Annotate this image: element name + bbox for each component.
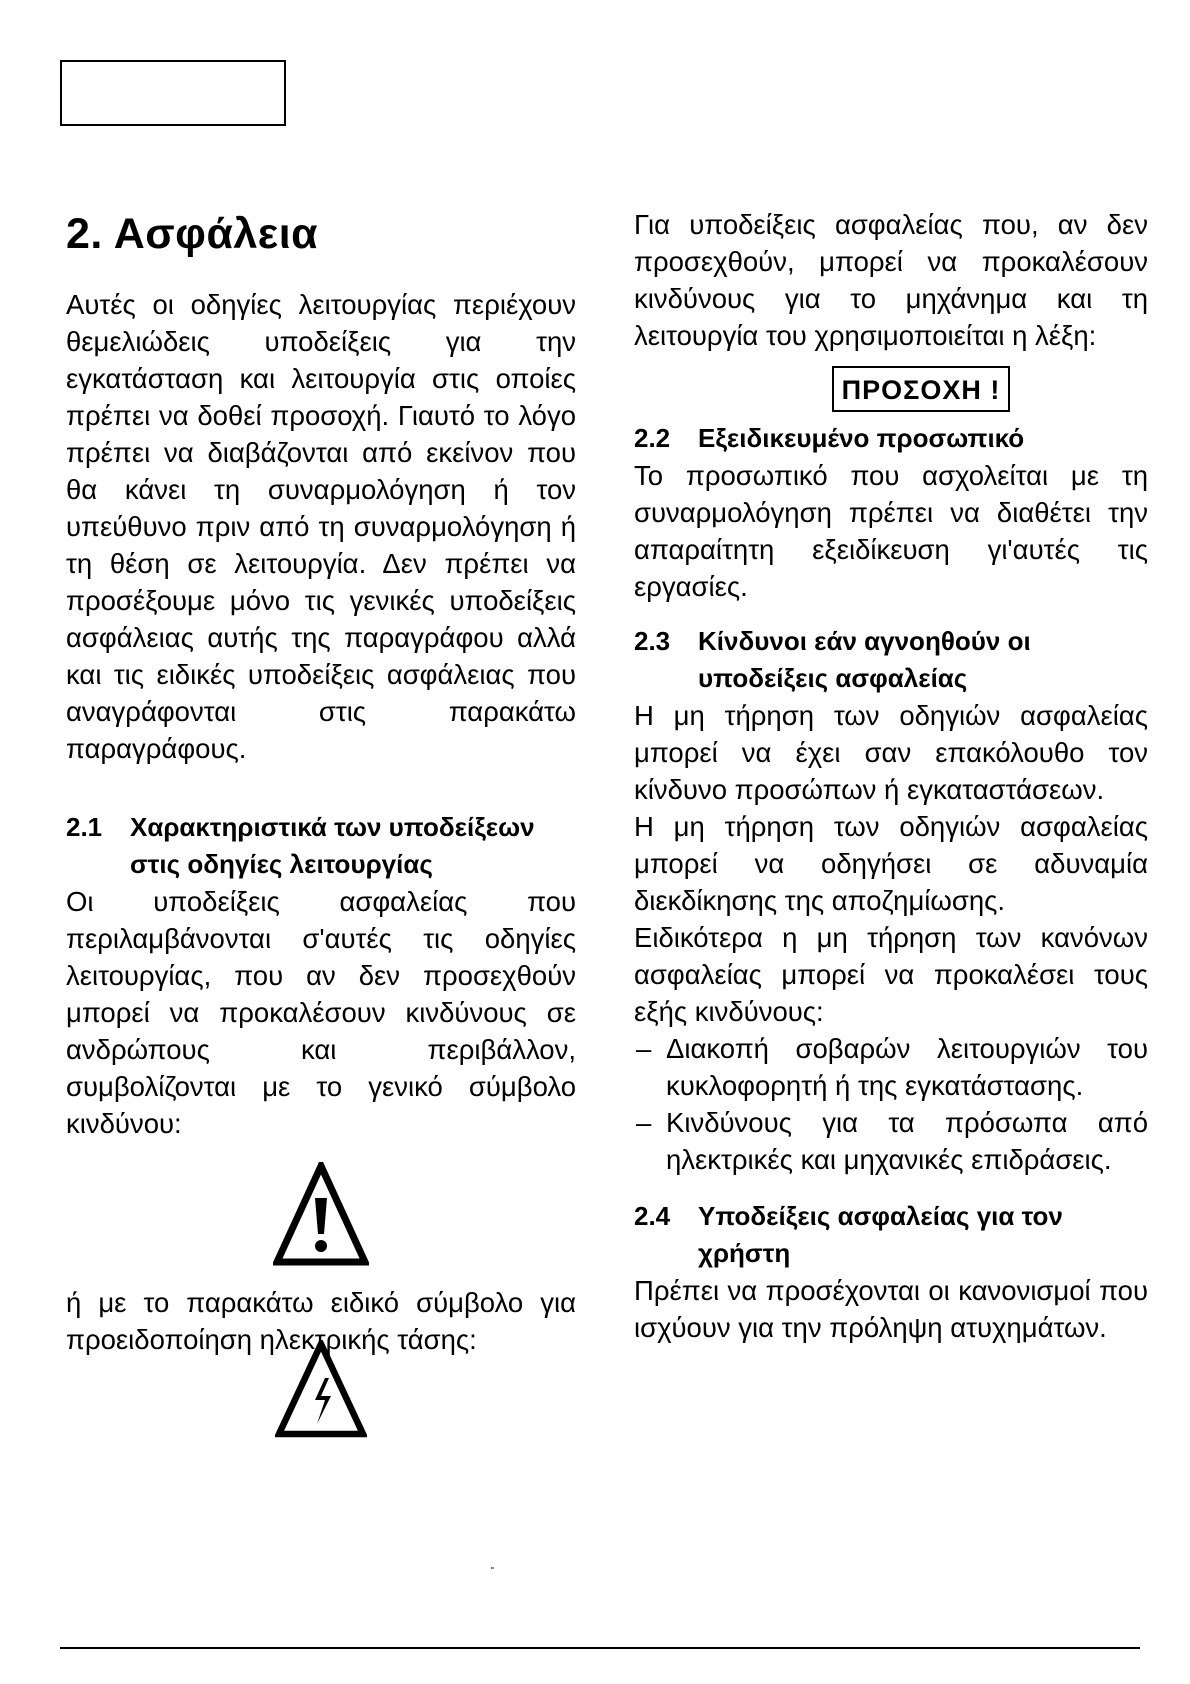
section-2-1-text-after-symbol: ή με το παρακάτω ειδικό σύμβολο για προειδοποίηση ηλεκτρικής τάσης: (66, 1287, 576, 1355)
right-column (634, 206, 1148, 1346)
section-number: 2.2 (634, 423, 671, 453)
section-2-3-heading (634, 623, 1148, 697)
section-number: 2.3 (634, 626, 671, 656)
section-2-3-paragraph-1: Η μη τήρηση των οδηγιών ασφαλείας μπορεί να έχει σαν επακόλουθο τον κίνδυνο προσώπων ή εγκαταστάσεων. (634, 700, 1148, 805)
section-2-2-heading (634, 420, 1148, 457)
page-number-box (60, 60, 286, 126)
section-title: Χαρακτηριστικά των υποδείξεων στις οδηγίες λειτουργίας (130, 812, 535, 879)
page-title: 2. Ασφάλεια (66, 210, 319, 258)
attention-box: ΠΡΟΣΟΧΗ ! (832, 366, 1011, 412)
list-item: – Κινδύνους για τα πρόσωπα από ηλεκτρικές και μηχανικές επιδράσεις. (634, 1104, 1148, 1178)
footer-rule (60, 1647, 1140, 1649)
electrical-voltage-triangle-icon (275, 1340, 367, 1438)
section-number: 2.4 (634, 1201, 671, 1231)
section-number: 2.1 (66, 812, 103, 842)
hazard-list (634, 1030, 1148, 1178)
general-symbol-wrapper (66, 1162, 576, 1266)
section-2-3-paragraph-3: Ειδικότερα η μη τήρηση των κανόνων ασφαλείας μπορεί να προκαλέσει τους εξής κινδύνους: (634, 922, 1148, 1027)
section-title: Κίνδυνοι εάν αγνοηθούν οι υποδείξεις ασφαλείας (698, 626, 1031, 693)
section-title: Εξειδικευμένο προσωπικό (698, 423, 1025, 453)
section-2-1-text: Οι υποδείξεις ασφαλείας που περιλαμβάνονται σ'αυτές τις οδηγίες λειτουργίας, που αν δεν προσεχθούν μπορεί να προκαλέσουν κινδύνους σε ανδρώπους και περιβάλλον, συμβολίζονται με το γενικό σύμβολο κινδύνου: (66, 886, 576, 1139)
attention-intro-paragraph: Για υποδείξεις ασφαλείας που, αν δεν προσεχθούν, μπορεί να προκαλέσουν κινδύνους για το μηχάνημα και τη λειτουργία του χρησιμοποιείται η λέξη: (634, 209, 1148, 351)
left-column (66, 206, 576, 1438)
section-2-2-text: Το προσωπικό που ασχολείται με τη συναρμολόγηση πρέπει να διαθέτει την απαραίτητη εξειδίκευση γι'αυτές τις εργασίες. (634, 460, 1148, 602)
section-2-3-paragraph-2: Η μη τήρηση των οδηγιών ασφαλείας μπορεί να οδηγήσει σε αδυναμία διεκδίκησης της αποζημίωσης. (634, 811, 1148, 916)
general-danger-triangle-icon (273, 1162, 369, 1266)
section-2-1-heading (66, 809, 576, 883)
scan-speck (491, 1567, 494, 1569)
intro-paragraph: Αυτές οι οδηγίες λειτουργίας περιέχουν θεμελιώδεις υποδείξεις για την εγκατάσταση και λειτουργία στις οποίες πρέπει να δοθεί προσοχή. Γιαυτό το λόγο πρέπει να διαβάζονται από εκείνον που θα κάνει τη συναρμολόγηση ή τον υπεύθυνο πριν από τη συναρμολόγηση ή τη θέση σε λειτουργία. Δεν πρέπει να προσέξουμε μόνο τις γενικές υποδείξεις ασφάλειας αυτής της παραγράφου αλλά και τις ειδικές υποδείξεις ασφάλειας που αναγράφονται στις παρακάτω παραγράφους. (66, 289, 576, 764)
section-2-4-heading (634, 1198, 1148, 1272)
section-title: Υποδείξεις ασφαλείας για τον χρήστη (698, 1201, 1063, 1268)
section-2-4-text: Πρέπει να προσέχονται οι κανονισμοί που ισχύουν για την πρόληψη ατυχημάτων. (634, 1275, 1148, 1343)
list-item: – Διακοπή σοβαρών λειτουργιών του κυκλοφορητή ή της εγκατάστασης. (634, 1030, 1148, 1104)
attention-box-wrapper (694, 366, 1148, 412)
